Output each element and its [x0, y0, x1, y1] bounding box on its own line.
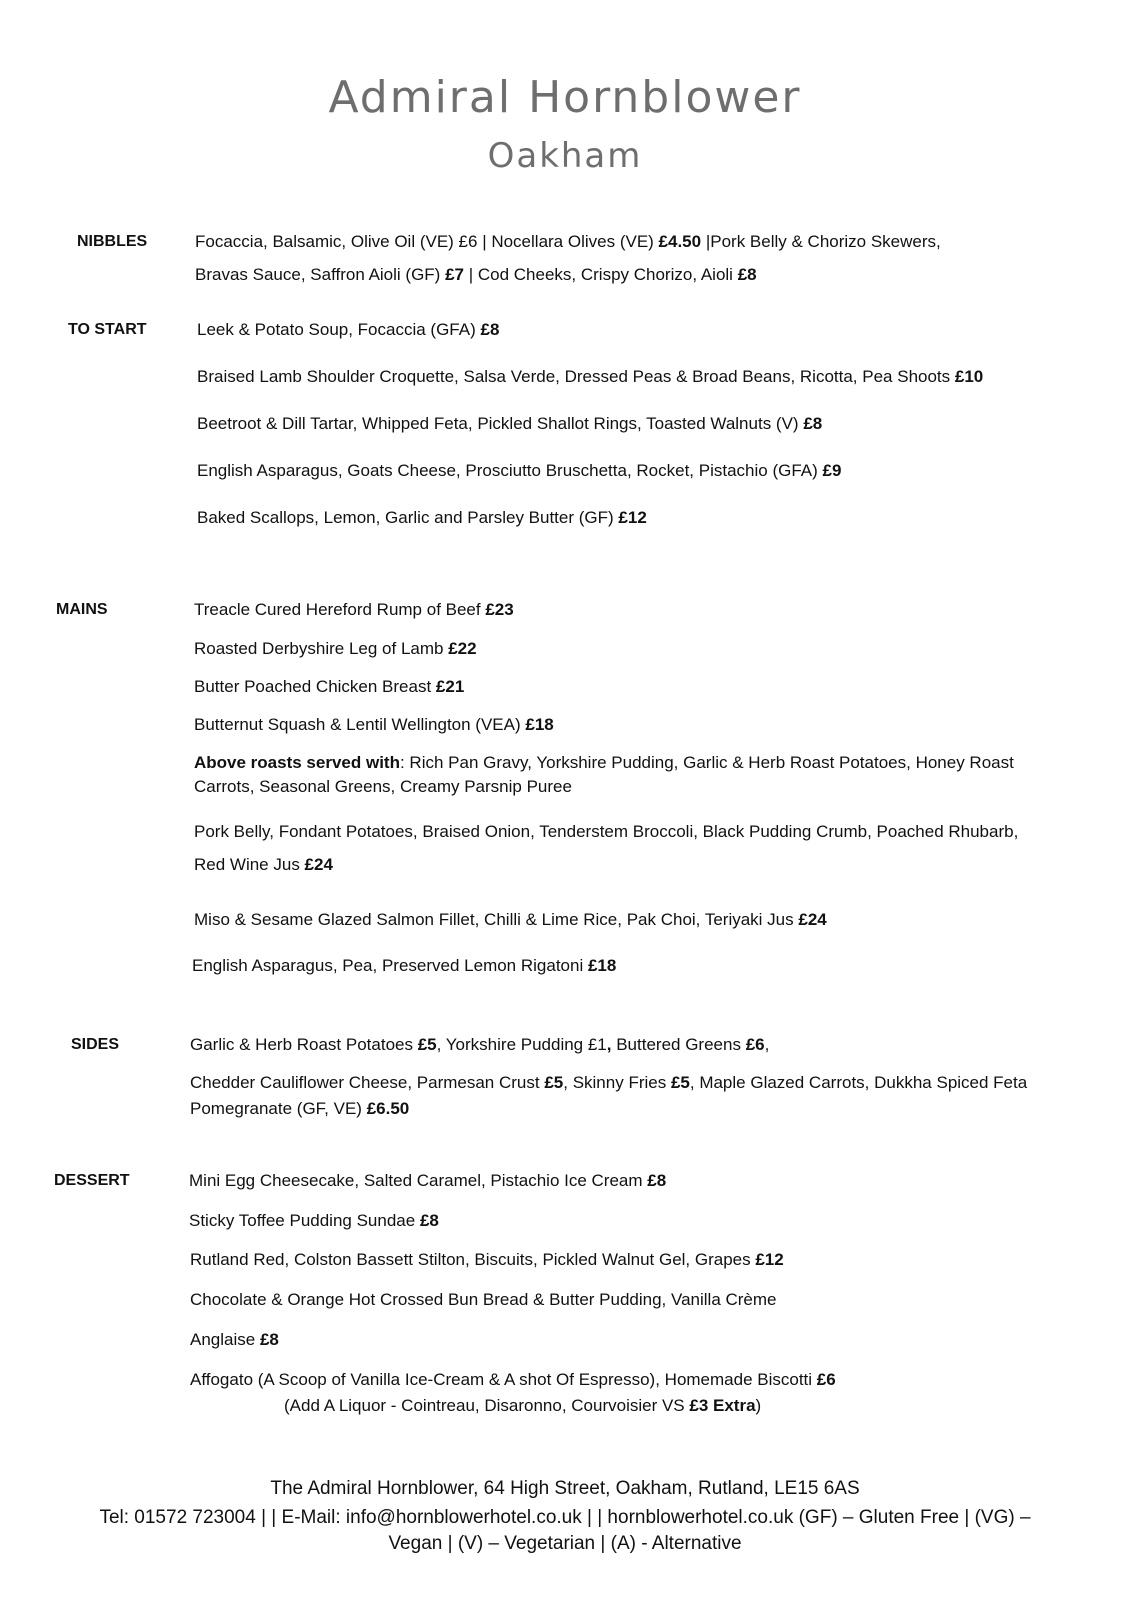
price: £6 [745, 1035, 765, 1054]
menu-item: Leek & Potato Soup, Focaccia (GFA) £8 [197, 320, 500, 339]
price: £12 [755, 1250, 784, 1269]
price: £10 [954, 367, 984, 386]
price: £8 [480, 320, 500, 339]
price: £21 [435, 677, 465, 696]
footer-contact: Tel: 01572 723004 | | E-Mail: info@hornblowerhotel.co.uk | | hornblowerhotel.co.uk (GF) – Gluten Free | (VG) – [99, 1507, 1031, 1528]
menu-item: Roasted Derbyshire Leg of Lamb £22 [194, 639, 477, 658]
menu-item: Beetroot & Dill Tartar, Whipped Feta, Pickled Shallot Rings, Toasted Walnuts (V) £8 [197, 414, 823, 433]
price: £22 [448, 639, 477, 658]
footer-address: The Admiral Hornblower, 64 High Street, Oakham, Rutland, LE15 6AS [270, 1478, 860, 1499]
menu-item: English Asparagus, Goats Cheese, Prosciutto Bruschetta, Rocket, Pistachio (GFA) £9 [197, 461, 842, 480]
liquor-addon-note: (Add A Liquor - Cointreau, Disaronno, Courvoisier VS £3 Extra) [284, 1396, 762, 1415]
price: £8 [647, 1171, 667, 1190]
price: £6.50 [366, 1099, 410, 1118]
price: £8 [419, 1211, 439, 1230]
section-heading-to-start: TO START [68, 321, 147, 338]
price: £5 [417, 1035, 437, 1054]
price: £24 [304, 855, 333, 874]
price: £8 [803, 414, 823, 433]
menu-item: Butternut Squash & Lentil Wellington (VEA) £18 [194, 715, 554, 734]
price: £5 [544, 1073, 564, 1092]
roasts-note: Above roasts served with: Rich Pan Gravy, Yorkshire Pudding, Garlic & Herb Roast Potatoes, Honey Roast Carrots, Seasonal Greens, Creamy Parsnip Puree [194, 753, 1014, 796]
menu-item-continued: Anglaise £8 [190, 1330, 279, 1349]
menu-item: English Asparagus, Pea, Preserved Lemon Rigatoni £18 [192, 956, 617, 975]
section-heading-sides: SIDES [71, 1036, 120, 1053]
menu-item: Miso & Sesame Glazed Salmon Fillet, Chilli & Lime Rice, Pak Choi, Teriyaki Jus £24 [194, 910, 827, 929]
menu-item: Pork Belly, Fondant Potatoes, Braised Onion, Tenderstem Broccoli, Black Pudding Crumb, Poached Rhubarb, [194, 822, 1019, 841]
menu-item: Affogato (A Scoop of Vanilla Ice-Cream & A shot Of Espresso), Homemade Biscotti £6 [190, 1370, 836, 1389]
nibbles-line-2: Bravas Sauce, Saffron Aioli (GF) £7 | Cod Cheeks, Crispy Chorizo, Aioli £8 [195, 265, 757, 284]
section-heading-mains: MAINS [56, 601, 108, 618]
sides-line-2: Chedder Cauliflower Cheese, Parmesan Crust £5, Skinny Fries £5, Maple Glazed Carrots, Dukkha Spiced Feta [190, 1073, 1028, 1092]
price: £23 [485, 600, 514, 619]
price: £12 [618, 508, 647, 527]
menu-item: Baked Scallops, Lemon, Garlic and Parsley Butter (GF) £12 [197, 508, 647, 527]
sides-line-3: Pomegranate (GF, VE) £6.50 [190, 1099, 410, 1118]
price: £18 [587, 956, 617, 975]
menu-item: Chocolate & Orange Hot Crossed Bun Bread & Butter Pudding, Vanilla Crème [190, 1290, 777, 1309]
section-heading-nibbles: NIBBLES [77, 233, 148, 250]
price: £7 [445, 265, 464, 284]
menu-item: Butter Poached Chicken Breast £21 [194, 677, 465, 696]
price: £8 [259, 1330, 279, 1349]
menu-item: Mini Egg Cheesecake, Salted Caramel, Pistachio Ice Cream £8 [189, 1171, 667, 1190]
menu-item: Sticky Toffee Pudding Sundae £8 [189, 1211, 439, 1230]
price: £18 [525, 715, 554, 734]
price: £5 [670, 1073, 690, 1092]
menu-item: Treacle Cured Hereford Rump of Beef £23 [194, 600, 514, 619]
nibbles-line-1: Focaccia, Balsamic, Olive Oil (VE) £6 | Nocellara Olives (VE) £4.50 |Pork Belly & Chorizo Skewers, [195, 232, 941, 251]
price: £9 [822, 461, 842, 480]
menu-item: Rutland Red, Colston Bassett Stilton, Biscuits, Pickled Walnut Gel, Grapes £12 [190, 1250, 784, 1269]
restaurant-name: Admiral Hornblower [328, 72, 802, 123]
footer-legend: Vegan | (V) – Vegetarian | (A) - Alternative [388, 1533, 742, 1554]
price: £8 [737, 265, 757, 284]
price: £24 [798, 910, 827, 929]
menu-item-continued: Red Wine Jus £24 [194, 855, 333, 874]
price: £3 Extra [689, 1396, 756, 1415]
restaurant-location: Oakham [487, 136, 643, 176]
price: £4.50 [658, 232, 702, 251]
sides-line-1: Garlic & Herb Roast Potatoes £5, Yorkshire Pudding £1, Buttered Greens £6, [190, 1035, 770, 1054]
price: £6 [816, 1370, 836, 1389]
section-heading-dessert: DESSERT [54, 1172, 130, 1189]
menu-item: Braised Lamb Shoulder Croquette, Salsa Verde, Dressed Peas & Broad Beans, Ricotta, Pea Shoots £10 [197, 367, 984, 386]
